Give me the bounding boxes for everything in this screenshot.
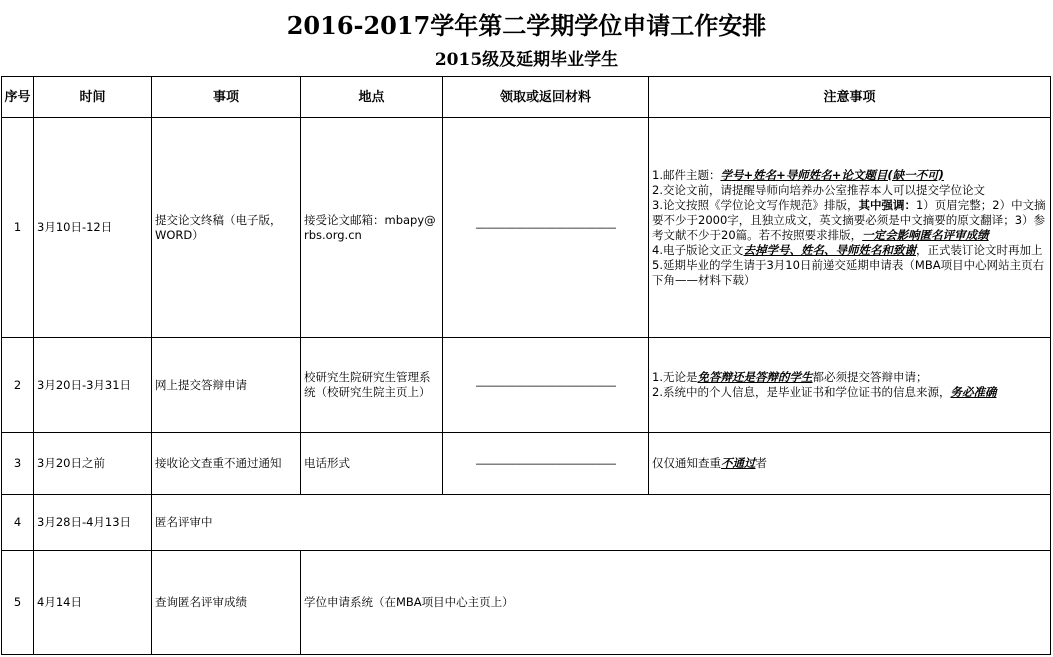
row-seq: 5 bbox=[2, 551, 34, 655]
note-text: 5.延期毕业的学生请于3月10日前递交延期申请表（MBA项目中心网站主页右下角——材料下载） bbox=[652, 257, 1045, 287]
row-item: 接收论文查重不通过通知 bbox=[152, 433, 301, 495]
note-text: 4.电子版论文正文 bbox=[652, 242, 744, 257]
note-emphasis: 免答辩还是答辩的学生 bbox=[697, 370, 813, 384]
row-notes bbox=[649, 118, 1051, 338]
header-notes: 注意事项 bbox=[649, 77, 1051, 118]
row-place: 学位申请系统（在MBA项目中心主页上） bbox=[301, 551, 1051, 655]
row-time: 3月28日-4月13日 bbox=[34, 495, 152, 551]
row-material-dash: —————————————— bbox=[443, 433, 649, 495]
table-row bbox=[2, 551, 1051, 655]
note-emphasis: 务必准确 bbox=[950, 385, 997, 399]
header-material: 领取或返回材料 bbox=[443, 77, 649, 118]
row-material-dash: —————————————— bbox=[443, 118, 649, 338]
note-text: 者 bbox=[755, 456, 767, 470]
row-seq: 1 bbox=[2, 118, 34, 338]
note-text: 3.论文按照《学位论文写作规范》排版， bbox=[652, 197, 859, 212]
note-text: 1）页眉完整；2）中文摘要不少于2000字，且独立成文，英文摘要必须是中文摘要的原文翻译；3）参考文献不少于20篇。若不按照要求排版， bbox=[652, 197, 1046, 242]
table-row bbox=[2, 338, 1051, 433]
note-emphasis: 一定会影响匿名评审成绩 bbox=[862, 227, 989, 242]
note-emphasis: 学号+姓名+导师姓名+论文题目(缺一不可) bbox=[720, 167, 944, 182]
table-row bbox=[2, 495, 1051, 551]
schedule-table bbox=[1, 76, 1051, 655]
row-seq: 4 bbox=[2, 495, 34, 551]
row-seq: 2 bbox=[2, 338, 34, 433]
table-row bbox=[2, 433, 1051, 495]
row-place: 校研究生院研究生管理系统（校研究生院主页上） bbox=[301, 338, 443, 433]
row-material-dash: —————————————— bbox=[443, 338, 649, 433]
row-item: 匿名评审中 bbox=[152, 495, 1051, 551]
note-text: ，正式装订论文时再加上 bbox=[915, 242, 1043, 257]
header-place: 地点 bbox=[301, 77, 443, 118]
row-notes bbox=[649, 433, 1051, 495]
note-text: 2.系统中的个人信息，是毕业证书和学位证书的信息来源， bbox=[652, 385, 951, 399]
note-emphasis: 不通过 bbox=[721, 456, 756, 470]
note-text: 1.邮件主题： bbox=[652, 167, 721, 182]
row-time: 4月14日 bbox=[34, 551, 152, 655]
row-place: 接受论文邮箱：mbapy@rbs.org.cn bbox=[301, 118, 443, 338]
header-time: 时间 bbox=[34, 77, 152, 118]
row-item: 网上提交答辩申请 bbox=[152, 338, 301, 433]
note-emphasis: 去掉学号、姓名、导师姓名和致谢 bbox=[743, 242, 916, 257]
note-text: 仅仅通知查重 bbox=[652, 456, 721, 470]
row-notes bbox=[649, 338, 1051, 433]
note-text: 都必须提交答辩申请； bbox=[812, 370, 928, 384]
table-header-row bbox=[2, 77, 1051, 118]
row-place: 电话形式 bbox=[301, 433, 443, 495]
row-time: 3月20日之前 bbox=[34, 433, 152, 495]
row-seq: 3 bbox=[2, 433, 34, 495]
header-seq: 序号 bbox=[2, 77, 34, 118]
row-time: 3月10日-12日 bbox=[34, 118, 152, 338]
note-bold: 其中强调： bbox=[858, 197, 916, 212]
note-text: 2.交论文前，请提醒导师向培养办公室推荐本人可以提交学位论文 bbox=[652, 182, 985, 197]
document-subtitle: 2015级及延期毕业学生 bbox=[434, 50, 619, 70]
header-item: 事项 bbox=[152, 77, 301, 118]
table-row bbox=[2, 118, 1051, 338]
document-title: 2016-2017学年第二学期学位申请工作安排 bbox=[286, 11, 767, 40]
row-item: 提交论文终稿（电子版，WORD） bbox=[152, 118, 301, 338]
note-text: 1.无论是 bbox=[652, 370, 698, 384]
row-time: 3月20日-3月31日 bbox=[34, 338, 152, 433]
row-item: 查询匿名评审成绩 bbox=[152, 551, 301, 655]
